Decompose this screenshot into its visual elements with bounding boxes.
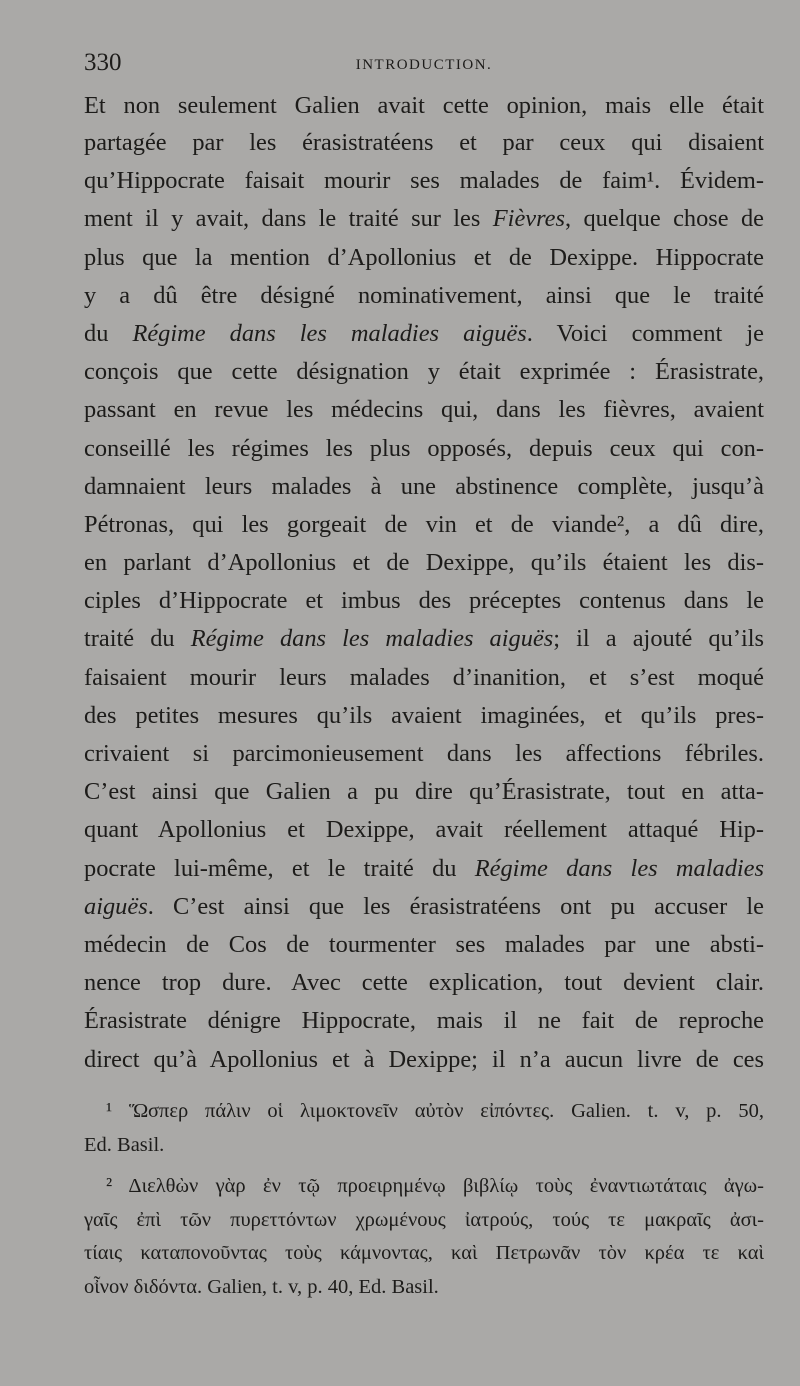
text-line: C’est ainsi que Galien a pu dire qu’Érasistrate, tout en atta- [84,778,764,806]
text-line: partagée par les érasistratéens et par ceux qui disaient [84,129,764,156]
text-line: passant en revue les médecins qui, dans les fièvres, avaient [84,396,764,424]
footnotes [84,1095,764,1304]
page-header [84,46,764,80]
text-line: aiguës. C’est ainsi que les érasistratéens ont pu accuser le [84,892,764,920]
footnote-1-line: Ed. Basil. [84,1133,165,1156]
text-line: traité du Régime dans les maladies aiguës; il a ajouté qu’ils [84,625,764,653]
text-line: conseillé les régimes les plus opposés, depuis ceux qui con- [84,434,764,462]
text-line: du Régime dans les maladies aiguës. Voici comment je [84,319,764,347]
footnote-2-line: τίαις καταπονοῦντας τοὺς κάμνοντας, καὶ Πετρωνᾶν τὸν κρέα τε καὶ [84,1242,764,1264]
text-line: qu’Hippocrate faisait mourir ses malades de faim¹. Évidem- [84,167,764,195]
footnote-2-line: ² Διελθὼν γὰρ ἐν τῷ προειρημένῳ βιβλίῳ τοὺς ἐναντιωτάταις ἀγω- [106,1175,764,1197]
text-line: des petites mesures qu’ils avaient imaginées, et qu’ils pres- [84,701,764,729]
text-line: plus que la mention d’Apollonius et de Dexippe. Hippocrate [84,243,764,271]
text-line: conçois que cette désignation y était exprimée : Érasistrate, [84,358,764,386]
text-line: nence trop dure. Avec cette explication, tout devient clair. [84,969,764,997]
text-line: Et non seulement Galien avait cette opinion, mais elle était [84,92,764,119]
body-text [84,88,764,1079]
text-line: en parlant d’Apollonius et de Dexippe, qu’ils étaient les dis- [84,549,764,577]
text-line: médecin de Cos de tourmenter ses malades par une absti- [84,930,764,958]
text-line: pocrate lui-même, et le traité du Régime dans les maladies [84,854,764,882]
text-line: ciples d’Hippocrate et imbus des préceptes contenus dans le [84,587,764,615]
running-head: INTRODUCTION. [355,57,493,73]
text-line: crivaient si parcimonieusement dans les affections fébriles. [84,740,764,767]
text-line: faisaient mourir leurs malades d’inanition, et s’est moqué [84,663,764,691]
text-line: quant Apollonius et Dexippe, avait réellement attaqué Hip- [84,816,764,844]
text-line: Pétronas, qui les gorgeait de vin et de viande², a dû dire, [84,510,764,538]
text-line: ment il y avait, dans le traité sur les Fièvres, quelque chose de [84,205,765,233]
text-line: damnaient leurs malades à une abstinence complète, jusqu’à [84,472,764,500]
footnote-2-line: οἶνον διδόντα. Galien, t. v, p. 40, Ed. Basil. [84,1275,439,1298]
page-number: 330 [84,49,122,76]
footnote-2-line: γαῖς ἐπὶ τῶν πυρεττόντων χρωμένους ἰατρούς, τούς τε μακραῖς ἀσι- [84,1208,764,1231]
text-line: y a dû être désigné nominativement, ainsi que le traité [84,281,764,309]
footnote-1-line: ¹ Ὥσπερ πάλιν οἱ λιμοκτονεῖν αὐτὸν εἰπόντες. Galien. t. v, p. 50, [106,1100,764,1122]
text-line: Érasistrate dénigre Hippocrate, mais il ne fait de reproche [84,1007,764,1035]
text-line: direct qu’à Apollonius et à Dexippe; il n’a aucun livre de ces [84,1045,764,1073]
